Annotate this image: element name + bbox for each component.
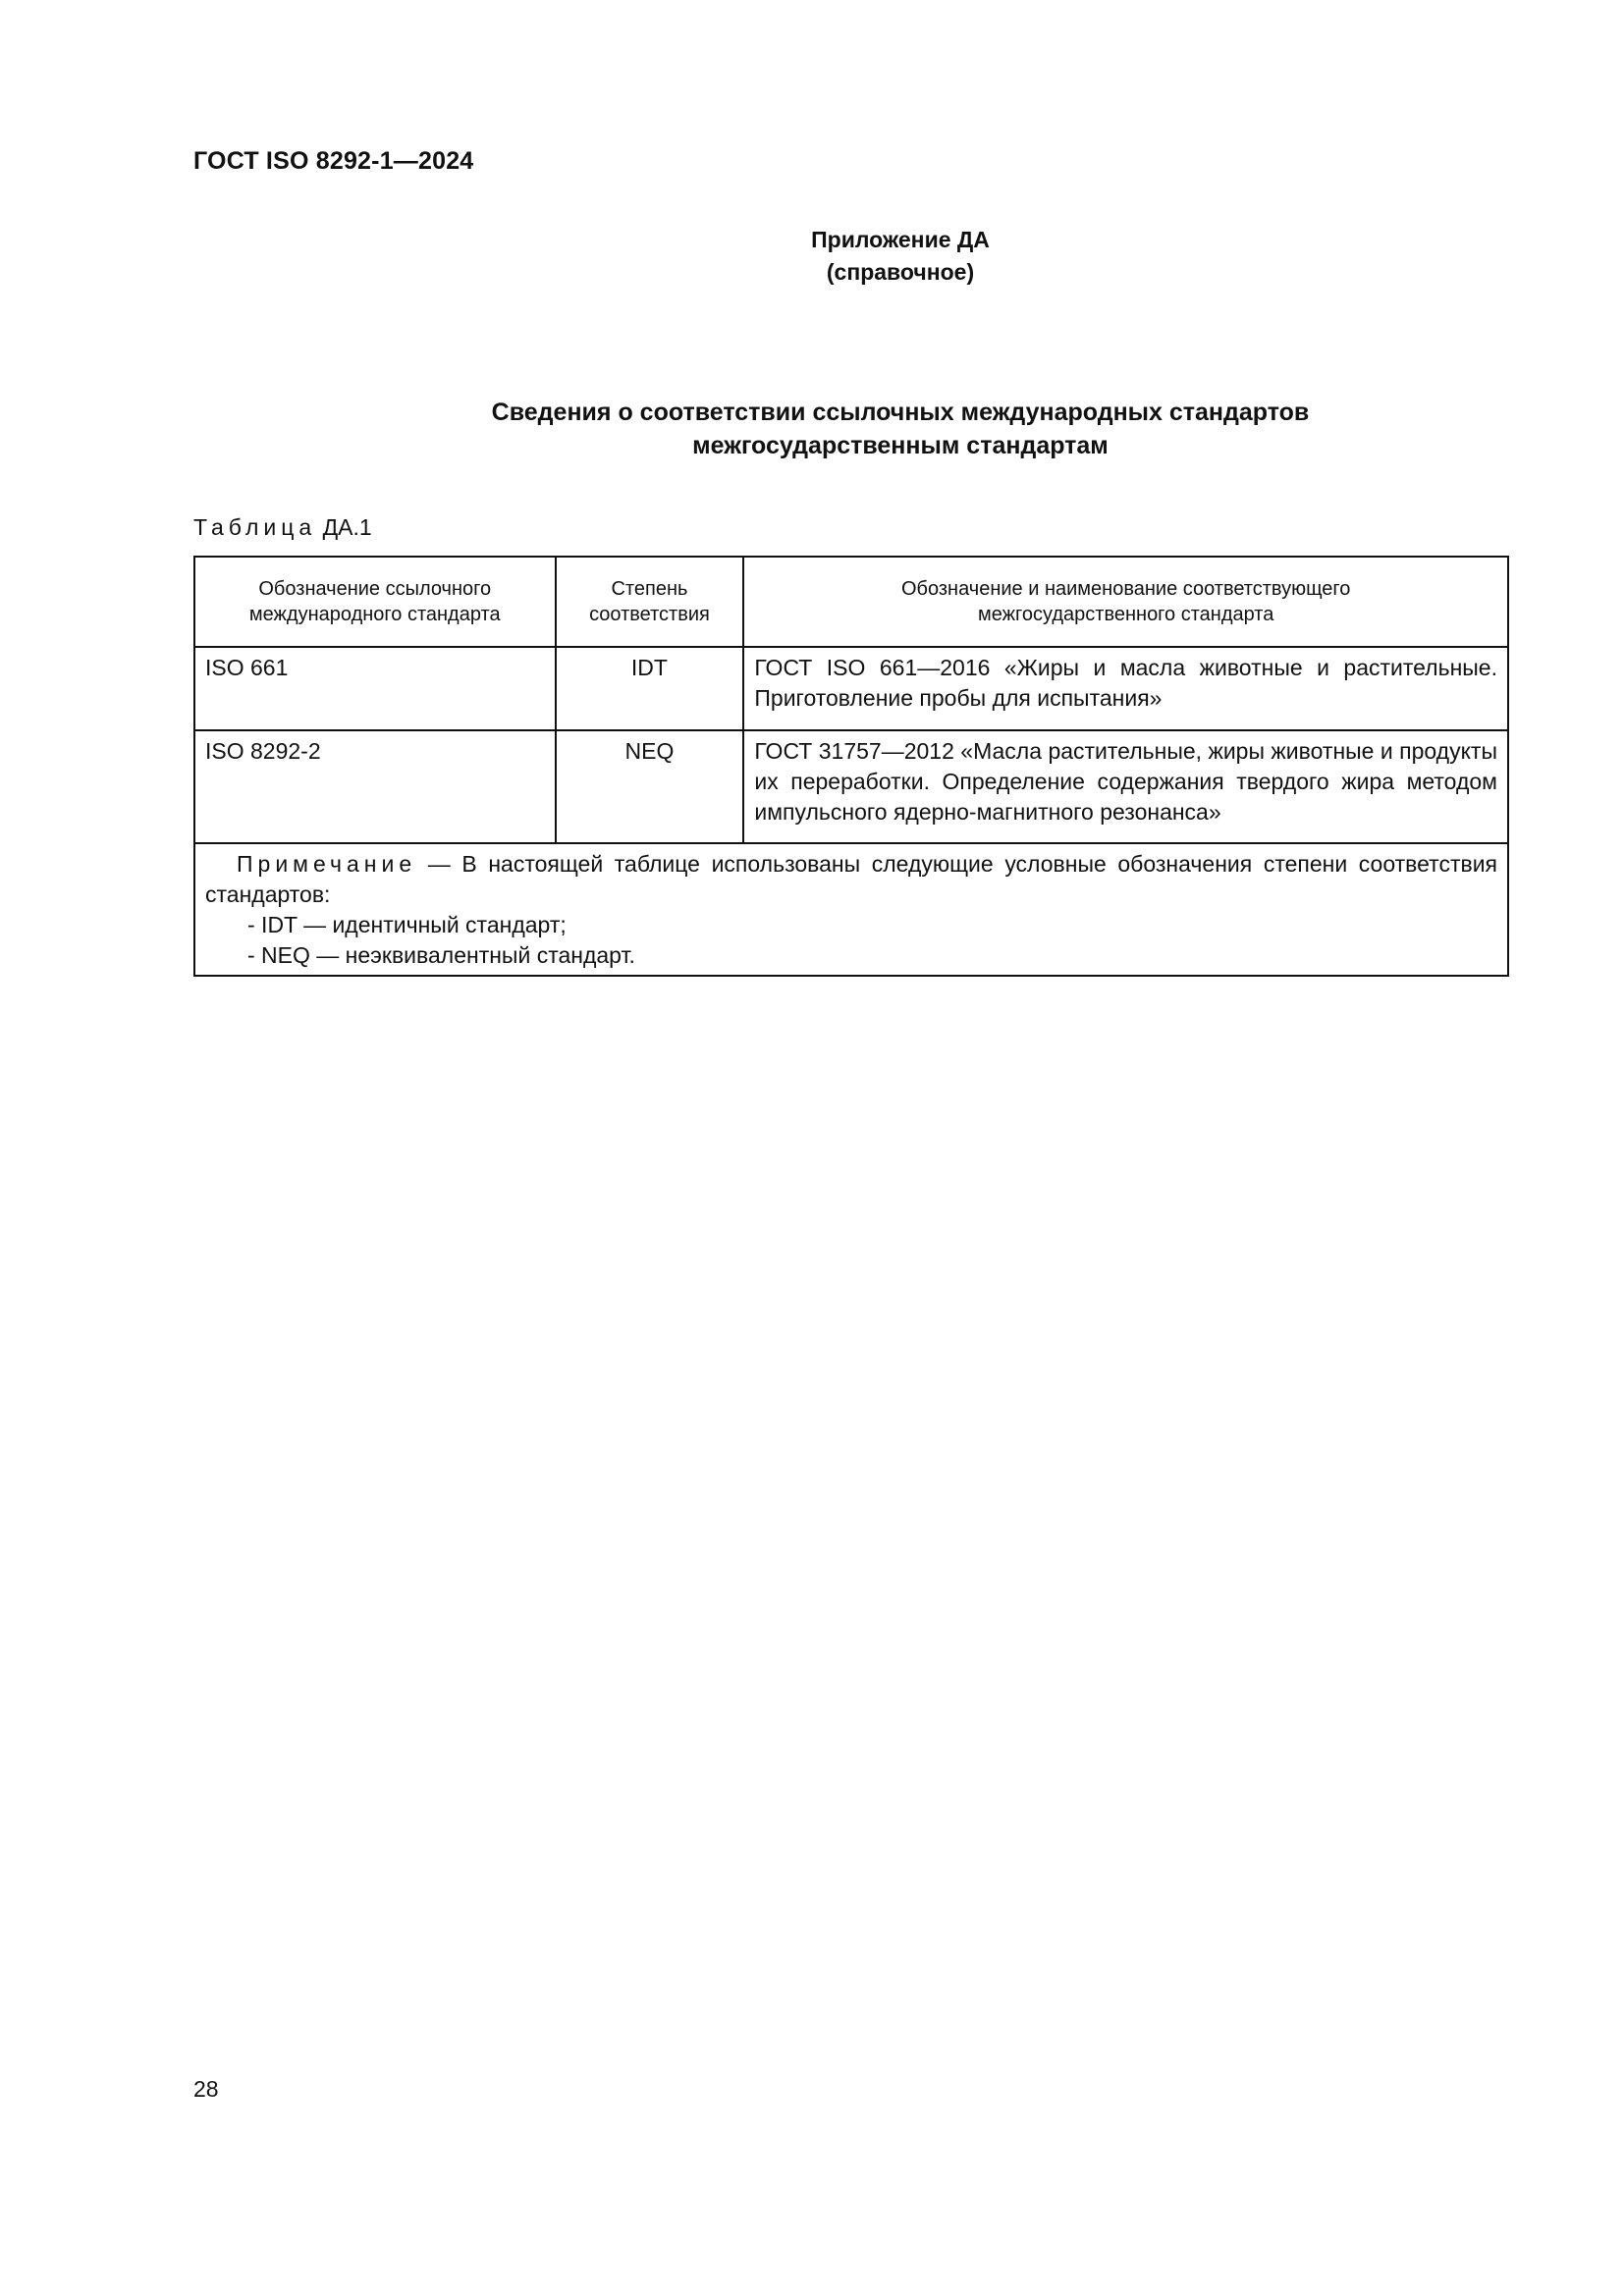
document-code: ГОСТ ISO 8292-1—2024 (193, 147, 474, 175)
table-row (194, 730, 1508, 843)
note-item-neq: - NEQ — неэквивалентный стандарт. (247, 942, 635, 968)
page-number: 28 (193, 2076, 219, 2102)
degree-cell: NEQ (556, 730, 744, 843)
table-caption (193, 514, 372, 541)
section-title-line-2: межгосударственным стандартам (692, 432, 1109, 459)
international-standard-cell: ISO 661 (194, 647, 556, 730)
interstate-standard-cell: ГОСТ 31757—2012 «Масла растительные, жиры животные и продукты их переработки. Определение содержания твердого жира методом импульсного ядерно-магнитного резонанса» (743, 730, 1508, 843)
interstate-standard-cell: ГОСТ ISO 661—2016 «Жиры и масла животные и растительные. Приготовление пробы для испытания» (743, 647, 1508, 730)
header-interstate-standard: Обозначение и наименование соответствующего межгосударственного стандарта (743, 557, 1508, 647)
table-caption-word: Таблица (193, 514, 317, 540)
table-row (194, 647, 1508, 730)
note-text: — В настоящей таблице использованы следующие условные обозначения степени соответствия стандартов: (205, 851, 1497, 907)
appendix-heading (0, 224, 1624, 289)
note-label: Примечание (237, 851, 417, 877)
note-item-idt: - IDT — идентичный стандарт; (247, 912, 567, 937)
international-standard-cell: ISO 8292-2 (194, 730, 556, 843)
correspondence-table (193, 556, 1509, 977)
header-degree: Степень соответствия (556, 557, 744, 647)
section-title (0, 396, 1624, 462)
table-header-row (194, 557, 1508, 647)
section-title-line-1: Сведения о соответствии ссылочных международных стандартов (491, 399, 1310, 426)
appendix-kind: (справочное) (826, 259, 975, 285)
degree-cell: IDT (556, 647, 744, 730)
appendix-title: Приложение ДА (811, 227, 990, 252)
table-note-row (194, 843, 1508, 976)
table-caption-number: ДА.1 (322, 514, 372, 540)
header-international-standard: Обозначение ссылочного международного стандарта (194, 557, 556, 647)
table-note (194, 843, 1508, 976)
